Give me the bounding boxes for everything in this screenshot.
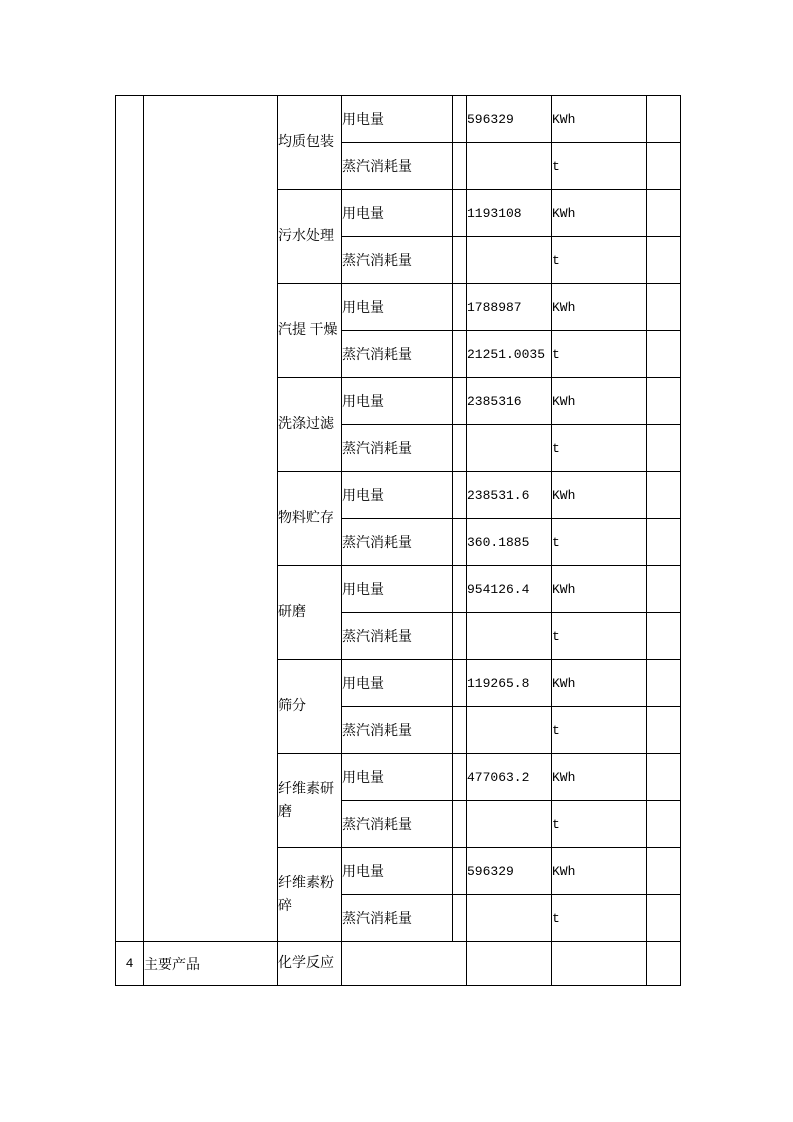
value-cell: 21251.0035 [467,331,552,378]
unit-cell-empty [552,942,647,986]
trailing-cell-empty [647,613,681,660]
trailing-cell-empty [647,660,681,707]
value-cell: 119265.8 [467,660,552,707]
table-row [116,96,681,143]
trailing-cell-empty [647,425,681,472]
spacer-cell [453,143,467,190]
metric-cell: 蒸汽消耗量 [342,237,453,284]
unit-cell: t [552,331,647,378]
category-cell-empty [144,96,278,942]
value-cell [467,895,552,942]
trailing-cell-empty [647,801,681,848]
unit-cell: t [552,707,647,754]
unit-cell: t [552,143,647,190]
value-cell-empty [467,942,552,986]
spacer-cell [453,425,467,472]
spacer-cell [453,848,467,895]
value-cell: 477063.2 [467,754,552,801]
spacer-cell [453,96,467,143]
value-cell [467,707,552,754]
metric-cell: 蒸汽消耗量 [342,801,453,848]
spacer-cell [453,754,467,801]
value-cell: 1193108 [467,190,552,237]
trailing-cell-empty [647,848,681,895]
energy-consumption-table [115,95,681,986]
trailing-cell-empty [647,143,681,190]
unit-cell: KWh [552,190,647,237]
metric-cell: 用电量 [342,848,453,895]
unit-cell: KWh [552,96,647,143]
metric-cell: 蒸汽消耗量 [342,331,453,378]
value-cell: 954126.4 [467,566,552,613]
value-cell [467,801,552,848]
metric-cell: 蒸汽消耗量 [342,143,453,190]
value-cell: 2385316 [467,378,552,425]
table-row-main-product [116,942,681,986]
spacer-cell [453,190,467,237]
metric-cell: 用电量 [342,190,453,237]
spacer-cell [453,331,467,378]
unit-cell: KWh [552,566,647,613]
metric-cell: 用电量 [342,754,453,801]
value-cell: 596329 [467,848,552,895]
trailing-cell-empty [647,895,681,942]
metric-cell: 蒸汽消耗量 [342,895,453,942]
category-cell: 主要产品 [144,942,278,986]
trailing-cell-empty [647,190,681,237]
value-cell: 596329 [467,96,552,143]
metric-cell: 用电量 [342,96,453,143]
process-name-cell: 化学反应 [278,942,342,986]
unit-cell: KWh [552,284,647,331]
trailing-cell-empty [647,472,681,519]
metric-cell: 蒸汽消耗量 [342,425,453,472]
process-name-cell: 洗涤过滤 [278,378,342,472]
spacer-cell [453,237,467,284]
value-cell [467,425,552,472]
process-name-cell: 汽提 干燥 [278,284,342,378]
metric-cell-empty [342,942,467,986]
metric-cell: 用电量 [342,284,453,331]
process-name-cell: 研磨 [278,566,342,660]
metric-cell: 用电量 [342,472,453,519]
metric-cell: 蒸汽消耗量 [342,707,453,754]
unit-cell: t [552,895,647,942]
metric-cell: 蒸汽消耗量 [342,613,453,660]
spacer-cell [453,707,467,754]
spacer-cell [453,519,467,566]
process-name-cell: 纤维素粉碎 [278,848,342,942]
spacer-cell [453,801,467,848]
process-name-cell: 污水处理 [278,190,342,284]
value-cell [467,143,552,190]
spacer-cell [453,660,467,707]
unit-cell: KWh [552,660,647,707]
unit-cell: t [552,801,647,848]
trailing-cell-empty [647,707,681,754]
unit-cell: KWh [552,754,647,801]
unit-cell: t [552,237,647,284]
trailing-cell-empty [647,284,681,331]
value-cell [467,237,552,284]
unit-cell: KWh [552,378,647,425]
unit-cell: t [552,613,647,660]
trailing-cell-empty [647,331,681,378]
trailing-cell-empty [647,519,681,566]
row-number-cell-empty [116,96,144,942]
spacer-cell [453,472,467,519]
spacer-cell [453,566,467,613]
metric-cell: 用电量 [342,660,453,707]
unit-cell: t [552,425,647,472]
metric-cell: 蒸汽消耗量 [342,519,453,566]
row-number-cell: 4 [116,942,144,986]
spacer-cell [453,895,467,942]
metric-cell: 用电量 [342,566,453,613]
value-cell: 360.1885 [467,519,552,566]
spacer-cell [453,613,467,660]
process-name-cell: 均质包装 [278,96,342,190]
metric-cell: 用电量 [342,378,453,425]
value-cell: 1788987 [467,284,552,331]
trailing-cell-empty [647,96,681,143]
trailing-cell-empty [647,237,681,284]
process-name-cell: 筛分 [278,660,342,754]
unit-cell: KWh [552,472,647,519]
trailing-cell-empty [647,754,681,801]
process-name-cell: 物料贮存 [278,472,342,566]
process-name-cell: 纤维素研磨 [278,754,342,848]
trailing-cell-empty [647,566,681,613]
spacer-cell [453,378,467,425]
spacer-cell [453,284,467,331]
unit-cell: t [552,519,647,566]
value-cell [467,613,552,660]
unit-cell: KWh [552,848,647,895]
trailing-cell-empty [647,942,681,986]
trailing-cell-empty [647,378,681,425]
value-cell: 238531.6 [467,472,552,519]
